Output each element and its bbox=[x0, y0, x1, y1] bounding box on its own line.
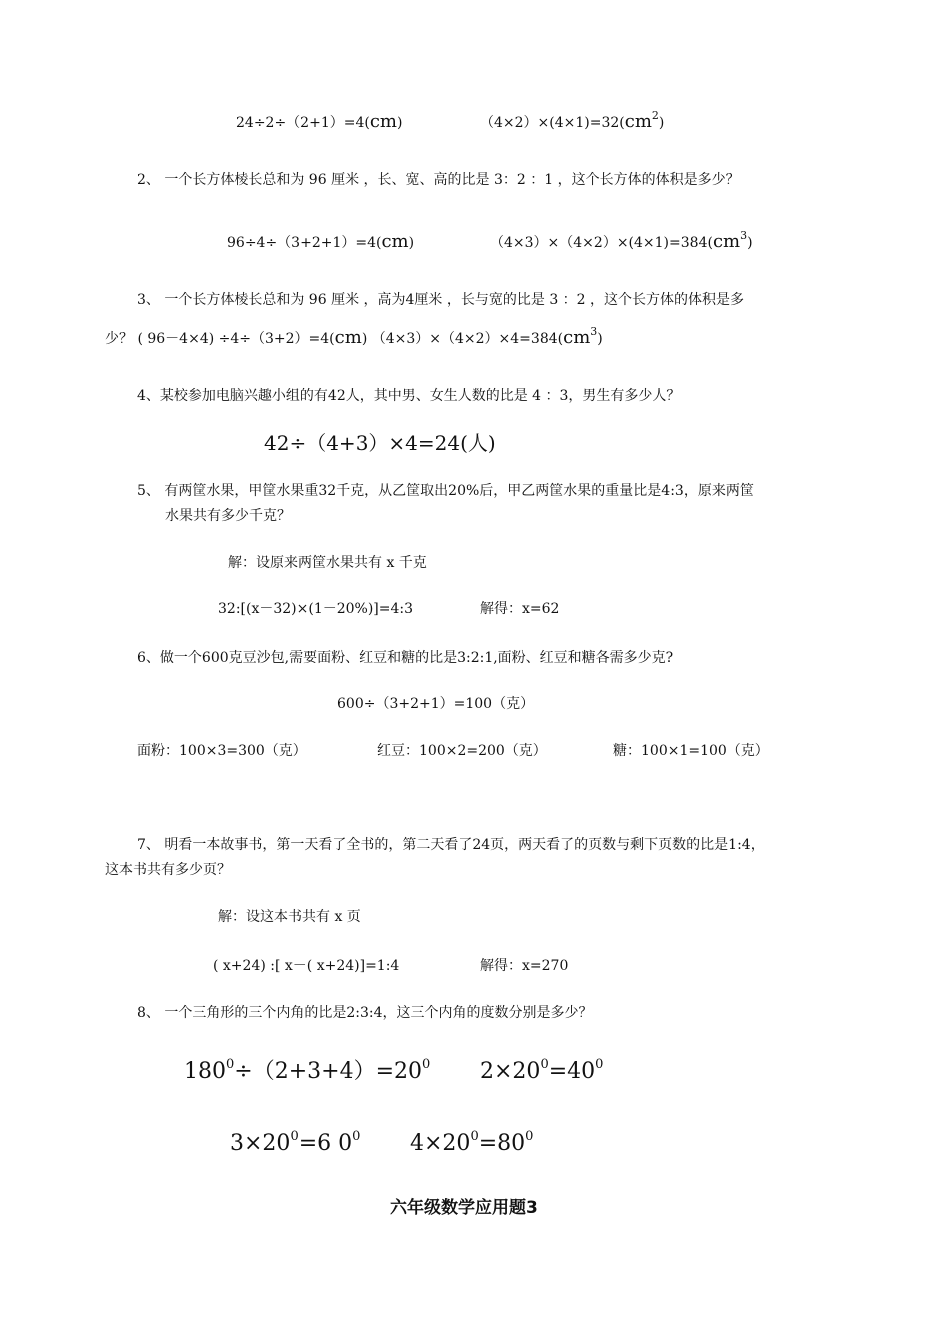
question-3-answer: 少？ ( 96－4×4) ÷4÷（3+2）=4(cm) $(4\times 3)\times(4\times 2)\times 4=384(cm^3)$ bbox=[105, 325, 603, 348]
answer-line: 96÷4÷（3+2+1）=4(cm) bbox=[227, 231, 415, 252]
answer-line: $(4\times 3)\times(4\times 2)\times(4\times 1)=384(cm^3)$ bbox=[490, 229, 753, 252]
answer-line: 600÷（3+2+1）=100（克） bbox=[337, 696, 535, 712]
answer-equation: $4\times 20^0=80^0$ bbox=[410, 1129, 534, 1156]
question-6: 6、做一个600克豆沙包,需要面粉、红豆和糖的比是3:2:1,面粉、红豆和糖各需多少克? bbox=[137, 650, 674, 666]
answer-equation: $180^0\div(2+3+4)=20^0$ bbox=[184, 1057, 431, 1084]
answer-line: $(4\times 2)\times(4\times 1)=32(cm^2)$ bbox=[480, 109, 665, 132]
answer-equation: $3\times 20^0=6$ $0^0$ bbox=[230, 1129, 361, 1156]
section-title: 六年级数学应用题3 bbox=[390, 1198, 538, 1218]
question-4: 4、某校参加电脑兴趣小组的有42人，其中男、女生人数的比是 4 ：3，男生有多少人？ bbox=[137, 388, 681, 404]
answer-line: 24÷2÷（2+1）=4(cm) bbox=[236, 111, 403, 132]
question-7-cont: 这本书共有多少页？ bbox=[105, 862, 231, 878]
answer-bean: 红豆：100×2=200（克） bbox=[377, 743, 547, 759]
equation: ( x+24) :[ x－( x+24)]=1:4 bbox=[213, 958, 400, 974]
question-8: 8、 一个三角形的三个内角的比是2:3:4，这三个内角的度数分别是多少？ bbox=[137, 1005, 593, 1021]
question-2: 2、 一个长方体棱长总和为 96 厘米 ，长、宽、高的比是 3：2 ：1 ，这个长方体的体积是多少？ bbox=[137, 172, 740, 188]
equation: 32:[(x－32)×(1－20%)]=4:3 bbox=[218, 601, 414, 617]
question-3: 3、 一个长方体棱长总和为 96 厘米 ，高为4厘米 ，长与宽的比是 3 ：2 ，这个长方体的体积是多 bbox=[137, 292, 745, 308]
solution-result: 解得：x=270 bbox=[480, 958, 569, 974]
answer-sugar: 糖：100×1=100（克） bbox=[613, 743, 769, 759]
question-5-cont: 水果共有多少千克？ bbox=[165, 508, 291, 524]
question-5: 5、 有两筐水果，甲筐水果重32千克，从乙筐取出20%后，甲乙两筐水果的重量比是4:3，原来两筐 bbox=[137, 483, 754, 499]
answer-flour: 面粉：100×3=300（克） bbox=[137, 743, 307, 759]
solution-setup: 解：设这本书共有 x 页 bbox=[218, 909, 361, 925]
question-7: 7、 明看一本故事书，第一天看了全书的，第二天看了24页，两天看了的页数与剩下页数的比是1:4， bbox=[137, 837, 765, 853]
solution-setup: 解：设原来两筐水果共有 x 千克 bbox=[228, 555, 427, 571]
question-4-answer: 42÷（4+3）×4=24(人) bbox=[264, 431, 496, 455]
answer-equation: $2\times 20^0=40^0$ bbox=[480, 1057, 604, 1084]
solution-result: 解得：x=62 bbox=[480, 601, 560, 617]
